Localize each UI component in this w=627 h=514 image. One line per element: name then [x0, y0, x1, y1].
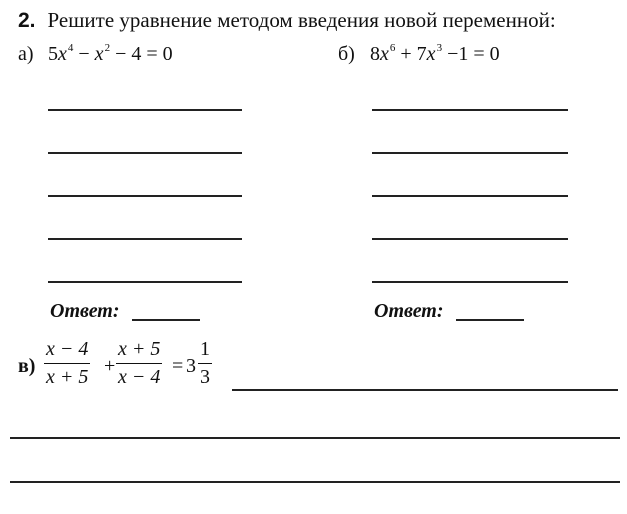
- part-b-work-line[interactable]: [372, 109, 568, 111]
- part-c-label: в): [18, 355, 36, 377]
- part-b-work-line[interactable]: [372, 152, 568, 154]
- task-instruction: Решите уравнение методом введения новой переменной:: [47, 8, 556, 32]
- task-header: [18, 8, 556, 33]
- part-a-answer-label: Ответ:: [50, 300, 120, 322]
- part-c-work-line[interactable]: [10, 437, 620, 439]
- fraction-2-denominator: x − 4: [118, 366, 161, 388]
- part-a-work-line[interactable]: [48, 109, 242, 111]
- part-a-work-line[interactable]: [48, 238, 242, 240]
- fraction-3-denominator: 3: [200, 366, 210, 388]
- part-a-equation: $5x^4 - x^2 - 4 = 0$: [48, 42, 173, 65]
- fraction-2-numerator: x + 5: [116, 338, 162, 364]
- part-a-answer-line[interactable]: [132, 319, 200, 321]
- fraction-3: [198, 338, 212, 389]
- part-b-equation: $8x^6 + 7x^3 -1 = 0$: [370, 42, 500, 65]
- part-a-work-line[interactable]: [48, 195, 242, 197]
- part-a-label: а): [18, 43, 34, 65]
- part-b-answer-label: Ответ:: [374, 300, 444, 322]
- part-b-answer-line[interactable]: [456, 319, 524, 321]
- task-number: 2.: [18, 9, 36, 32]
- fraction-2: [116, 338, 162, 389]
- fraction-1: [44, 338, 90, 389]
- part-b-label: б): [338, 43, 355, 65]
- part-b-work-line[interactable]: [372, 195, 568, 197]
- plus-sign: +: [104, 355, 116, 377]
- part-b-work-line[interactable]: [372, 281, 568, 283]
- part-a-work-line[interactable]: [48, 281, 242, 283]
- part-c-work-line[interactable]: [10, 481, 620, 483]
- part-c-work-line[interactable]: [232, 389, 618, 391]
- equals-sign: =: [172, 355, 184, 377]
- fraction-3-numerator: 1: [198, 338, 212, 364]
- part-a-work-line[interactable]: [48, 152, 242, 154]
- fraction-1-numerator: x − 4: [44, 338, 90, 364]
- part-b-work-line[interactable]: [372, 238, 568, 240]
- mixed-number-whole: 3: [186, 355, 196, 377]
- fraction-1-denominator: x + 5: [46, 366, 89, 388]
